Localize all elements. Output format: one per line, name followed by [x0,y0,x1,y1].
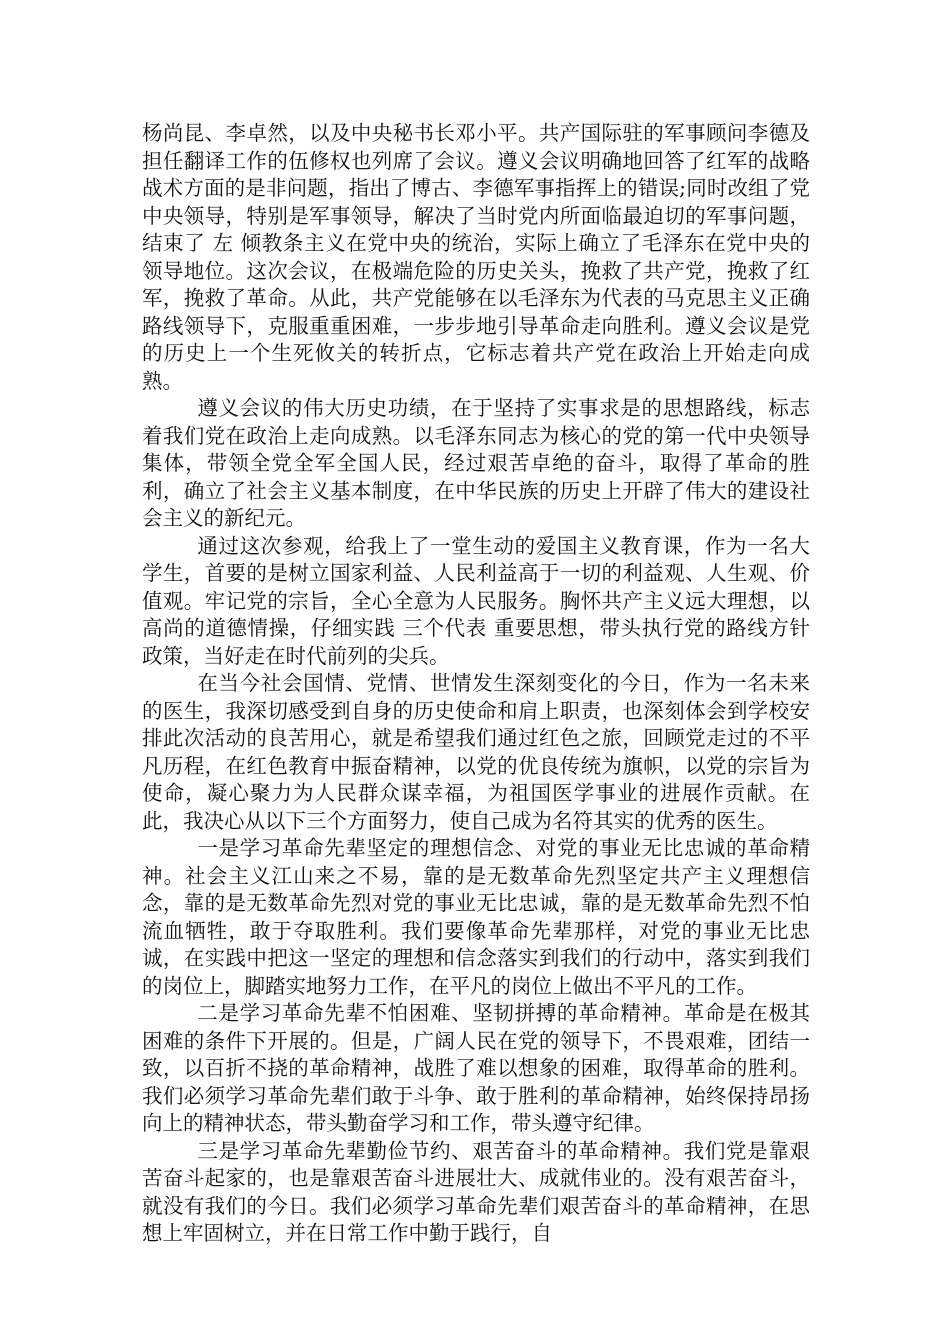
paragraph-5: 一是学习革命先辈坚定的理想信念、对党的事业无比忠诚的革命精神。社会主义江山来之不易，靠的是无数革命先烈坚定共产主义理想信念，靠的是无数革命先烈对党的事业无比忠诚，靠的是无数革命先烈不怕流血牺牲，敢于夺取胜利。我们要像革命先辈那样，对党的事业无比忠诚，在实践中把这一坚定的理想和信念落实到我们的行动中，落实到我们的岗位上，脚踏实地努力工作，在平凡的岗位上做出不平凡的工作。 [142,836,810,998]
paragraph-4: 在当今社会国情、党情、世情发生深刻变化的今日，作为一名未来的医生，我深切感受到自身的历史使命和肩上职责，也深刻体会到学校安排此次活动的良苦用心，就是希望我们通过红色之旅，回顾党走过的不平凡历程，在红色教育中振奋精神，以党的优良传统为旗帜，以党的宗旨为使命，凝心聚力为人民群众谋幸福，为祖国医学事业的进展作贡献。在此，我决心从以下三个方面努力，使自己成为名符其实的优秀的医生。 [142,671,810,833]
paragraph-6: 二是学习革命先辈不怕困难、坚韧拼搏的革命精神。革命是在极其困难的条件下开展的。但是，广阔人民在党的领导下，不畏艰难，团结一致，以百折不挠的革命精神，战胜了难以想象的困难，取得革命的胜利。我们必须学习革命先辈们敢于斗争、敢于胜利的革命精神，始终保持昂扬向上的精神状态，带头勤奋学习和工作，带头遵守纪律。 [142,1001,810,1135]
document-body [142,120,810,1248]
paragraph-2: 遵义会议的伟大历史功绩，在于坚持了实事求是的思想路线，标志着我们党在政治上走向成熟。以毛泽东同志为核心的党的第一代中央领导集体，带领全党全军全国人民，经过艰苦卓绝的奋斗，取得了革命的胜利，确立了社会主义基本制度，在中华民族的历史上开辟了伟大的建设社会主义的新纪元。 [142,396,810,530]
paragraph-3: 通过这次参观，给我上了一堂生动的爱国主义教育课，作为一名大学生，首要的是树立国家利益、人民利益高于一切的利益观、人生观、价值观。牢记党的宗旨，全心全意为人民服务。胸怀共产主义远大理想，以高尚的道德情操，仔细实践 三个代表 重要思想，带头执行党的路线方针政策，当好走在时代前列的尖兵。 [142,533,810,668]
paragraph-1: 杨尚昆、李卓然，以及中央秘书长邓小平。共产国际驻的军事顾问李德及担任翻译工作的伍修权也列席了会议。遵义会议明确地回答了红军的战略战术方面的是非问题，指出了博古、李德军事指挥上的错误;同时改组了党中央领导，特别是军事领导，解决了当时党内所面临最迫切的军事问题，结束了 左 倾教条主义在党中央的统治，实际上确立了毛泽东在党中央的领导地位。这次会议，在极端危险的历史关头，挽救了共产党，挽救了红军，挽救了革命。从此，共产党能够在以毛泽东为代表的马克思主义正确路线领导下，克服重重困难，一步步地引导革命走向胜利。遵义会议是党的历史上一个生死攸关的转折点，它标志着共产党在政治上开始走向成熟。 [142,121,810,393]
paragraph-7: 三是学习革命先辈勤俭节约、艰苦奋斗的革命精神。我们党是靠艰苦奋斗起家的，也是靠艰苦奋斗进展壮大、成就伟业的。没有艰苦奋斗，就没有我们的今日。我们必须学习革命先辈们艰苦奋斗的革命精神，在思想上牢固树立，并在日常工作中勤于践行，自 [142,1138,810,1245]
